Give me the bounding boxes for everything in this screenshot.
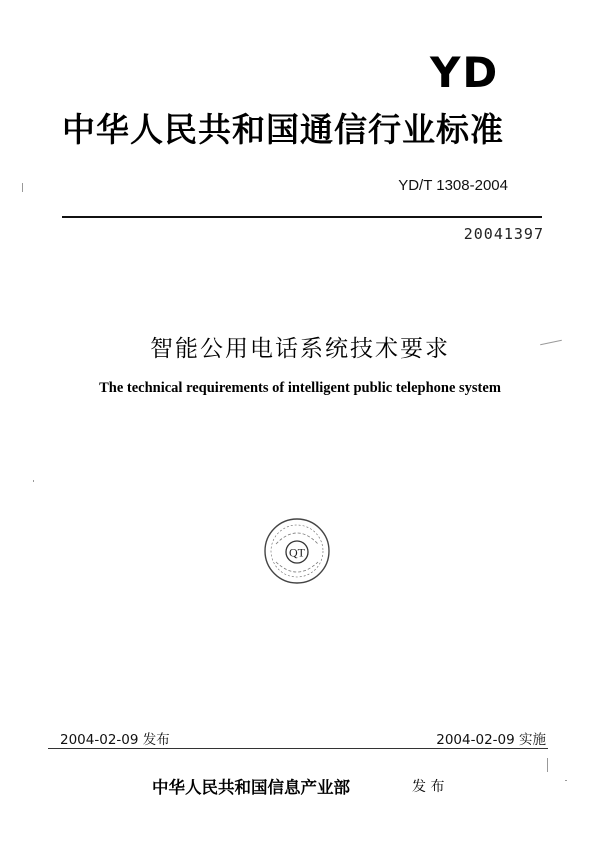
scan-speck — [22, 183, 23, 192]
yd-logo: YD — [430, 48, 500, 97]
implementation-date: 2004-02-09 实施 — [436, 732, 546, 748]
stamp-center-text: QT — [289, 545, 305, 560]
publish-label: 发 布 — [412, 779, 445, 795]
library-stamp-icon — [262, 516, 332, 586]
header-divider — [62, 216, 542, 218]
scan-speck — [33, 480, 34, 482]
document-title-chinese: 智能公用电话系统技术要求 — [150, 336, 450, 362]
document-title-english: The technical requirements of intelligent public telephone system — [99, 380, 501, 396]
publisher-name: 中华人民共和国信息产业部 — [152, 778, 350, 797]
issue-date: 2004-02-09 发布 — [60, 732, 170, 748]
standard-number: YD/T 1308-2004 — [398, 177, 508, 194]
archive-number: 20041397 — [463, 225, 544, 243]
footer-divider — [48, 748, 548, 749]
scan-speck — [565, 780, 567, 781]
organization-title: 中华人民共和国通信行业标准 — [62, 110, 504, 149]
scan-speck — [547, 758, 548, 772]
